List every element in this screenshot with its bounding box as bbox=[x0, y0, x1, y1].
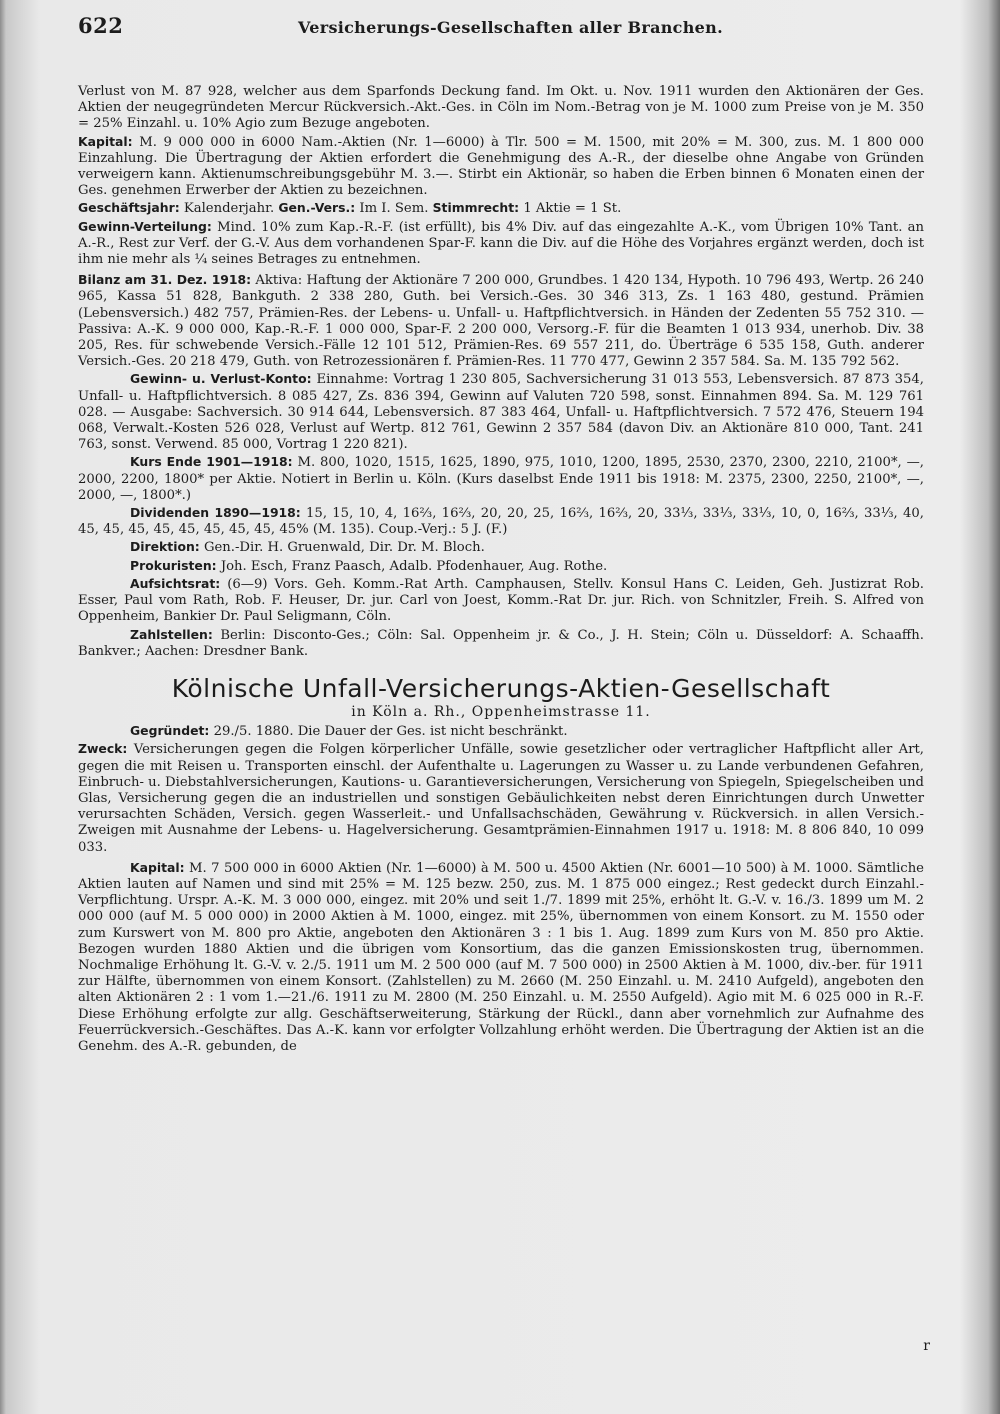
text-kapital-2: M. 7 500 000 in 6000 Aktien (Nr. 1—6000) à M. 500 u. 4500 Aktien (Nr. 6001—10 500) à M. 1000. Sämtliche Aktien lauten auf Namen und sind mit 25% = M. 125 bezw. 250, zus. M. 1 875 000 eingez.; Rest gedeckt durch Einzahl.-Verpflichtung. Urspr. A.-K. M. 3 000 000, eingez. mit 20% und seit 1./7. 1899 mit 25%, erhöht lt. G.-V. v. 16./3. 1899 um M. 2 000 000 (auf M. 5 000 000) in 2000 Aktien à M. 1000, eingez. mit 25%, übernommen von einem Konsort. zu M. 1550 oder zum Kurswert von M. 800 pro Aktie, angeboten den Aktionären 3 : 1 bis 1. Aug. 1899 zum Kurs von M. 850 pro Aktie. Bezogen wurden 1880 Aktien und die übrigen vom Konsortium, das die ganzen Emissionskosten trug, übernommen. Nochmalige Erhöhung lt. G.-V. v. 2./5. 1911 um M. 2 500 000 (auf M. 7 500 000) in 2500 Aktien à M. 1000, div.-ber. für 1911 zur Hälfte, übernommen von einem Konsort. (Zahlstellen) zu M. 2660 (M. 250 Einzahl. u. M. 2410 Aufgeld), angeboten den alten Aktionären 2 : 1 vom 1.—21./6. 1911 zu M. 2800 (M. 250 Einzahl. u. M. 2550 Aufgeld). Agio mit M. 6 025 000 in R.-F. Diese Erhöhung erfolgte zur allg. Geschäftserweiterung, Stärkung der Rückl., dann aber vornehmlich zur Aufnahme des Feuerrückversich.-Geschäftes. Das A.-K. kann vor erfolgter Vollzahlung erhöht werden. Die Übertragung der Aktien ist an die Genehm. des A.-R. gebunden, de bbox=[78, 860, 924, 1054]
label-stimmrecht: Stimmrecht: bbox=[432, 200, 520, 216]
entry-dividenden bbox=[78, 505, 924, 538]
label-gegruendet: Gegründet: bbox=[130, 723, 210, 739]
text-prokuristen: Joh. Esch, Franz Paasch, Adalb. Pfodenhauer, Aug. Rothe. bbox=[220, 558, 608, 574]
text-gen-vers: Im I. Sem. bbox=[359, 201, 429, 217]
page-header bbox=[78, 13, 924, 58]
text-kurs: M. 800, 1020, 1515, 1625, 1890, 975, 1010, 1200, 1895, 2530, 2370, 2300, 2210, 2100*, —, 2000, 2200, 1800* per Aktie. Notiert in Berlin u. Köln. (Kurs daselbst Ende 1911 bis 1918: M. 2375, 2300, 2250, 2100*, —, 2000, —, 1800*.) bbox=[78, 455, 924, 503]
entry-kurs bbox=[78, 454, 924, 504]
company-heading: Kölnische Unfall-Versicherungs-Aktien-Gesellschaft bbox=[171, 673, 831, 703]
entry-gewinn-verteilung bbox=[78, 219, 924, 269]
text-bilanz: Aktiva: Haftung der Aktionäre 7 200 000, Grundbes. 1 420 134, Hypoth. 10 796 493, Wertp. 26 240 965, Kassa 51 828, Bankguth. 2 338 280, Guth. bei Versich.-Ges. 30 346 313, Zs. 1 163 480, gestund. Prämien (Lebensversich.) 482 757, Prämien-Res. der Lebens- u. Unfall- u. Haftpflichtversich. in Händen der Zedenten 55 752 310. — Passiva: A.-K. 9 000 000, Kap.-R.-F. 1 000 000, Spar-F. 2 200 000, Versorg.-F. für die Beamten 1 013 934, unerhob. Div. 38 205, Res. für schwebende Versich.-Fälle 12 101 512, Prämien-Res. 69 557 211, do. Überträge 6 535 158, Guth. anderer Versich.-Ges. 20 218 479, Guth. von Retrozessionären f. Prämien-Res. 11 770 477, Gewinn 2 357 584. Sa. M. 135 792 562. bbox=[78, 273, 924, 370]
entry-geschaeftsjahr bbox=[78, 200, 924, 217]
label-kurs: Kurs Ende 1901—1918: bbox=[130, 454, 293, 470]
label-geschaeftsjahr: Geschäftsjahr: bbox=[78, 200, 180, 216]
entry-kapital-2 bbox=[78, 860, 924, 1055]
label-zweck: Zweck: bbox=[78, 741, 128, 757]
text-kapital: M. 9 000 000 in 6000 Nam.-Aktien (Nr. 1—6000) à Tlr. 500 = M. 1500, mit 20% = M. 300, zus. M. 1 800 000 Einzahlung. Die Übertragung der Aktien erfordert die Genehmigung des A.-R., der dieselbe ohne Angabe von Gründen verweigern kann. Aktienumschreibungsgebühr M. 3.—. Stirbt ein Aktionär, so haben die Erben binnen 6 Monaten einen der Ges. genehmen Erwerber der Aktien zu bezeichnen. bbox=[78, 134, 924, 199]
text-geschaeftsjahr: Kalenderjahr. bbox=[183, 201, 275, 217]
label-dividenden: Dividenden 1890—1918: bbox=[130, 505, 301, 521]
entry-kapital bbox=[78, 134, 924, 200]
label-zahlstellen: Zahlstellen: bbox=[130, 626, 213, 642]
entry-gegruendet bbox=[78, 723, 924, 740]
text-stimmrecht: 1 Aktie = 1 St. bbox=[523, 201, 622, 217]
label-gen-vers: Gen.-Vers.: bbox=[278, 200, 356, 216]
label-prokuristen: Prokuristen: bbox=[130, 557, 217, 573]
label-kapital: Kapital: bbox=[78, 133, 133, 149]
entry-aufsichtsrat bbox=[78, 576, 924, 626]
entry-zahlstellen bbox=[78, 627, 924, 660]
label-direktion: Direktion: bbox=[130, 539, 200, 555]
entry-prokuristen bbox=[78, 558, 924, 575]
label-gewinn-verlust-konto: Gewinn- u. Verlust-Konto: bbox=[130, 371, 312, 387]
label-kapital-2: Kapital: bbox=[130, 859, 185, 875]
company-location: in Köln a. Rh., Oppenheimstrasse 11. bbox=[351, 703, 651, 720]
page-continuation-mark: r bbox=[923, 1337, 930, 1354]
text-dividenden: 15, 15, 10, 4, 16⅔, 16⅔, 20, 20, 25, 16⅔, 16⅔, 20, 33⅓, 33⅓, 33⅓, 10, 0, 16⅔, 33⅓, 40, 45, 45, 45, 45, 45, 45, 45, 45, 45% (M. 135). Coup.-Verj.: 5 J. (F.) bbox=[78, 506, 924, 538]
entry-direktion bbox=[78, 539, 924, 556]
running-head: Versicherungs-Gesellschaften aller Branchen. bbox=[298, 18, 723, 37]
text-zahlstellen: Berlin: Disconto-Ges.; Cöln: Sal. Oppenheim jr. & Co., J. H. Stein; Cöln u. Düsseldorf: A. Schaaffh. Bankver.; Aachen: Dresdner Bank. bbox=[78, 627, 924, 659]
text-direktion: Gen.-Dir. H. Gruenwald, Dir. Dr. M. Bloch. bbox=[203, 540, 485, 556]
page-number: 622 bbox=[78, 13, 124, 38]
entry-zweck bbox=[78, 741, 924, 855]
paragraph-verlust: Verlust von M. 87 928, welcher aus dem Sparfonds Deckung fand. Im Okt. u. Nov. 1911 wurden den Aktionären der Ges. Aktien der neugegründeten Mercur Rückversich.-Akt.-Ges. in Cöln im Nom.-Betrag von je M. 1000 zum Preise von je M. 350 = 25% Einzahl. u. 10% Agio zum Bezuge angeboten. bbox=[78, 84, 924, 132]
entry-gewinn-verlust-konto bbox=[78, 371, 924, 453]
label-bilanz: Bilanz am 31. Dez. 1918: bbox=[78, 272, 252, 288]
label-aufsichtsrat: Aufsichtsrat: bbox=[130, 575, 221, 591]
text-gewinn-verlust-konto: Einnahme: Vortrag 1 230 805, Sachversicherung 31 013 553, Lebensversich. 87 873 354, Unfall- u. Haftpflichtversich. 8 085 427, Zs. 836 394, Gewinn auf Valuten 720 598, sonst. Einnahmen 894. Sa. M. 129 761 028. — Ausgabe: Sachversich. 30 914 644, Lebensversich. 87 383 464, Unfall- u. Haftpflichtversich. 7 572 476, Steuern 194 068, Verwalt.-Kosten 526 028, Verlust auf Wertp. 812 761, Gewinn 2 357 584 (davon Div. an Aktionäre 810 000, Tant. 241 763, sonst. Verwend. 85 000, Vortrag 1 220 821). bbox=[78, 372, 924, 453]
document-page bbox=[78, 13, 930, 1398]
text-zweck: Versicherungen gegen die Folgen körperlicher Unfälle, sowie gesetzlicher oder vertraglicher Haftpflicht aller Art, gegen die mit Reisen u. Transporten einschl. der Aufenthalte u. Lagerungen zu Wasser u. zu Lande verbundenen Gefahren, Einbruch- u. Diebstahlversicherungen, Kautions- u. Garantieversicherungen, Versicherung von Spiegeln, Spiegelscheiben und Glas, Versicherung gegen die an industriellen und sonstigen Gebäulichkeiten nebst deren Einrichtungen durch Unwetter verursachten Schäden, Versich. gegen Wasserleit.- und Unfallsachschäden, Gewährung v. Rückversich. in allen Versich.-Zweigen mit Ausnahme der Lebens- u. Hagelversicherung. Gesamtprämien-Einnahmen 1917 u. 1918: M. 8 806 840, 10 099 033. bbox=[78, 742, 924, 855]
text-gegruendet: 29./5. 1880. Die Dauer der Ges. ist nicht beschränkt. bbox=[213, 724, 568, 740]
label-gewinn-verteilung: Gewinn-Verteilung: bbox=[78, 218, 212, 234]
entry-bilanz bbox=[78, 272, 924, 370]
text-gewinn-verteilung: Mind. 10% zum Kap.-R.-F. (ist erfüllt), bis 4% Div. auf das eingezahlte A.-K., vom Übrigen 10% Tant. an A.-R., Rest zur Verf. der G.-V. Aus dem vorhandenen Spar-F. kann die Div. auf die Höhe des Vorjahres ergänzt werden, doch ist ihm nie mehr als ¼ seines Betrages zu entnehmen. bbox=[78, 219, 924, 268]
text-aufsichtsrat: (6—9) Vors. Geh. Komm.-Rat Arth. Camphausen, Stellv. Konsul Hans C. Leiden, Geh. Justizrat Rob. Esser, Paul vom Rath, Rob. F. Heuser, Dr. jur. Carl von Joest, Komm.-Rat Dr. jur. Rich. von Schnitzler, Freih. S. Alfred von Oppenheim, Bankier Dr. Paul Seligmann, Cöln. bbox=[78, 576, 924, 625]
